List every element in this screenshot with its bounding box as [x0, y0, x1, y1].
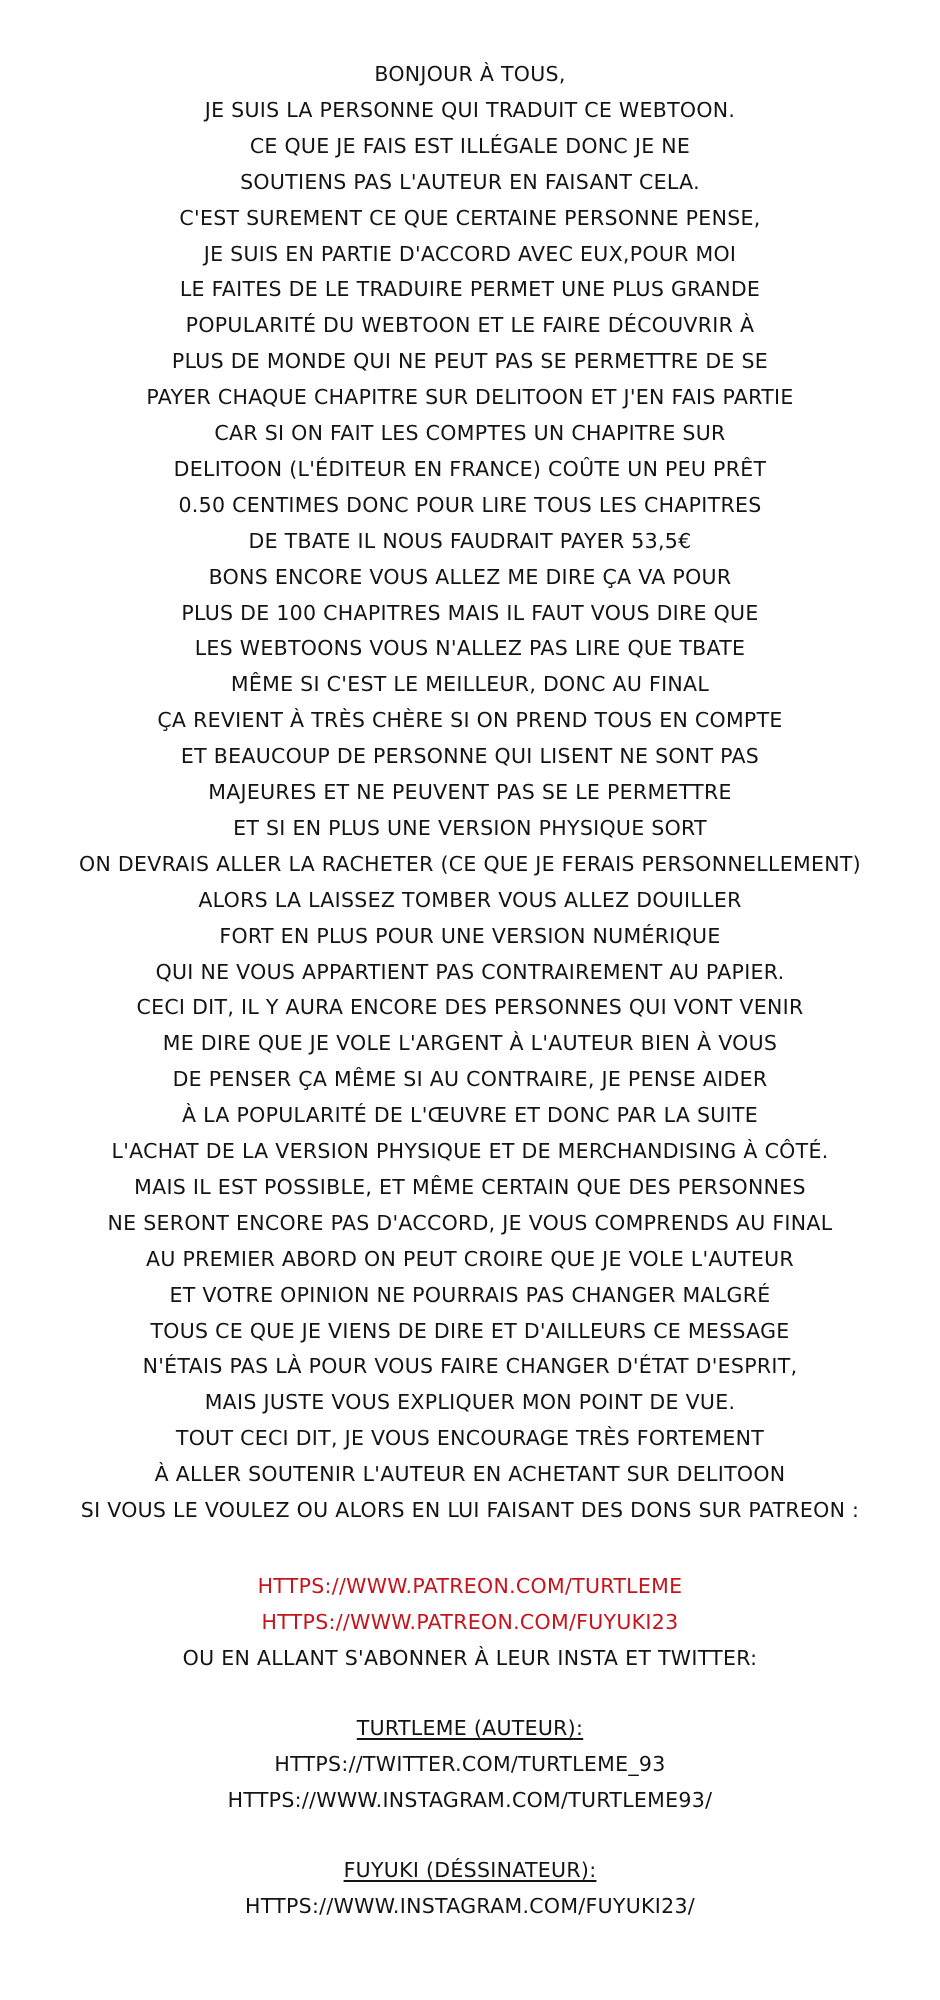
paragraph-line: CE QUE JE FAIS EST ILLÉGALE DONC JE NE — [249, 133, 691, 158]
paragraph-line: PLUS DE 100 CHAPITRES MAIS IL FAUT VOUS DIRE QUE — [181, 600, 759, 625]
paragraph-line: 0.50 CENTIMES DONC POUR LIRE TOUS LES CHAPITRES — [178, 492, 762, 517]
paragraph-line: SOUTIENS PAS L'AUTEUR EN FAISANT CELA. — [240, 169, 700, 194]
paragraph-line: SI VOUS LE VOULEZ OU ALORS EN LUI FAISANT DES DONS SUR PATREON : — [80, 1498, 860, 1522]
paragraph-line: POPULARITÉ DU WEBTOON ET LE FAIRE DÉCOUVRIR À — [185, 313, 755, 338]
paragraph-line: AU PREMIER ABORD ON PEUT CROIRE QUE JE VOLE L'AUTEUR — [146, 1246, 794, 1271]
artist-instagram-link[interactable]: HTTPS://WWW.INSTAGRAM.COM/FUYUKI23/ — [244, 1894, 696, 1918]
paragraph-line: MAJEURES ET NE PEUVENT PAS SE LE PERMETTRE — [208, 780, 732, 804]
paragraph-line: ME DIRE QUE JE VOLE L'ARGENT À L'AUTEUR BIEN À VOUS — [162, 1031, 778, 1056]
paragraph-line: NE SERONT ENCORE PAS D'ACCORD, JE VOUS COMPRENDS AU FINAL — [107, 1210, 833, 1235]
paragraph-line: ET SI EN PLUS UNE VERSION PHYSIQUE SORT — [233, 815, 707, 840]
paragraph-line: JE SUIS EN PARTIE D'ACCORD AVEC EUX,POUR MOI — [203, 241, 737, 266]
paragraph-line: QUI NE VOUS APPARTIENT PAS CONTRAIREMENT AU PAPIER. — [155, 959, 785, 984]
author-instagram-link[interactable]: HTTPS://WWW.INSTAGRAM.COM/TURTLEME93/ — [227, 1788, 713, 1812]
paragraph-line: CAR SI ON FAIT LES COMPTES UN CHAPITRE SUR — [214, 421, 726, 445]
paragraph-line: MÊME SI C'EST LE MEILLEUR, DONC AU FINAL — [230, 672, 710, 697]
paragraph-line: MAIS JUSTE VOUS EXPLIQUER MON POINT DE VUE. — [204, 1390, 736, 1415]
paragraph-line: ON DEVRAIS ALLER LA RACHETER (CE QUE JE FERAIS PERSONNELLEMENT) — [79, 851, 861, 876]
paragraph-line: TOUS CE QUE JE VIENS DE DIRE ET D'AILLEURS CE MESSAGE — [150, 1318, 790, 1343]
paragraph-line: PLUS DE MONDE QUI NE PEUT PAS SE PERMETTRE DE SE — [171, 349, 769, 374]
paragraph-line: À LA POPULARITÉ DE L'ŒUVRE ET DONC PAR LA SUITE — [182, 1103, 758, 1128]
patreon-link-turtleme[interactable]: HTTPS://WWW.PATREON.COM/TURTLEME — [257, 1574, 683, 1598]
paragraph-line: DE TBATE IL NOUS FAUDRAIT PAYER 53,5€ — [248, 528, 692, 553]
paragraph-line: BONJOUR À TOUS, — [374, 62, 566, 86]
paragraph-line: DELITOON (L'ÉDITEUR EN FRANCE) COÛTE UN PEU PRÊT — [173, 456, 767, 481]
paragraph-line: LE FAITES DE LE TRADUIRE PERMET UNE PLUS GRANDE — [179, 277, 761, 302]
paragraph-line: TOUT CECI DIT, JE VOUS ENCOURAGE TRÈS FORTEMENT — [175, 1426, 765, 1451]
paragraph-line: PAYER CHAQUE CHAPITRE SUR DELITOON ET J'EN FAIS PARTIE — [146, 385, 794, 410]
patreon-link-fuyuki[interactable]: HTTPS://WWW.PATREON.COM/FUYUKI23 — [261, 1610, 679, 1634]
paragraph-line: FORT EN PLUS POUR UNE VERSION NUMÉRIQUE — [219, 923, 721, 948]
paragraph-line: DE PENSER ÇA MÊME SI AU CONTRAIRE, JE PENSE AIDER — [172, 1067, 768, 1092]
paragraph-line: BONS ENCORE VOUS ALLEZ ME DIRE ÇA VA POUR — [208, 564, 732, 589]
paragraph-line: MAIS IL EST POSSIBLE, ET MÊME CERTAIN QUE DES PERSONNES — [134, 1174, 806, 1199]
paragraph-line: N'ÉTAIS PAS LÀ POUR VOUS FAIRE CHANGER D'ÉTAT D'ESPRIT, — [142, 1354, 798, 1379]
paragraph-line: LES WEBTOONS VOUS N'ALLEZ PAS LIRE QUE TBATE — [194, 636, 746, 661]
paragraph-line: CECI DIT, IL Y AURA ENCORE DES PERSONNES QUI VONT VENIR — [136, 995, 804, 1020]
paragraph-line: JE SUIS LA PERSONNE QUI TRADUIT CE WEBTOON. — [204, 97, 736, 122]
follow-text: OU EN ALLANT S'ABONNER À LEUR INSTA ET TWITTER: — [182, 1646, 758, 1670]
paragraph-line: C'EST SUREMENT CE QUE CERTAINE PERSONNE PENSE, — [179, 205, 761, 230]
paragraph-line: ALORS LA LAISSEZ TOMBER VOUS ALLEZ DOUILLER — [198, 887, 742, 912]
paragraph-line: ET VOTRE OPINION NE POURRAIS PAS CHANGER MALGRÉ — [169, 1282, 771, 1307]
paragraph-line: L'ACHAT DE LA VERSION PHYSIQUE ET DE MERCHANDISING À CÔTÉ. — [111, 1139, 829, 1163]
author-twitter-link[interactable]: HTTPS://TWITTER.COM/TURTLEME_93 — [274, 1752, 666, 1776]
paragraph-line: ET BEAUCOUP DE PERSONNE QUI LISENT NE SONT PAS — [180, 744, 760, 769]
artist-heading: FUYUKI (DÉSSINATEUR): — [343, 1858, 597, 1882]
paragraph-line: À ALLER SOUTENIR L'AUTEUR EN ACHETANT SUR DELITOON — [154, 1462, 786, 1487]
paragraph-line: ÇA REVIENT À TRÈS CHÈRE SI ON PREND TOUS EN COMPTE — [157, 708, 783, 733]
author-heading: TURTLEME (AUTEUR): — [356, 1716, 584, 1740]
